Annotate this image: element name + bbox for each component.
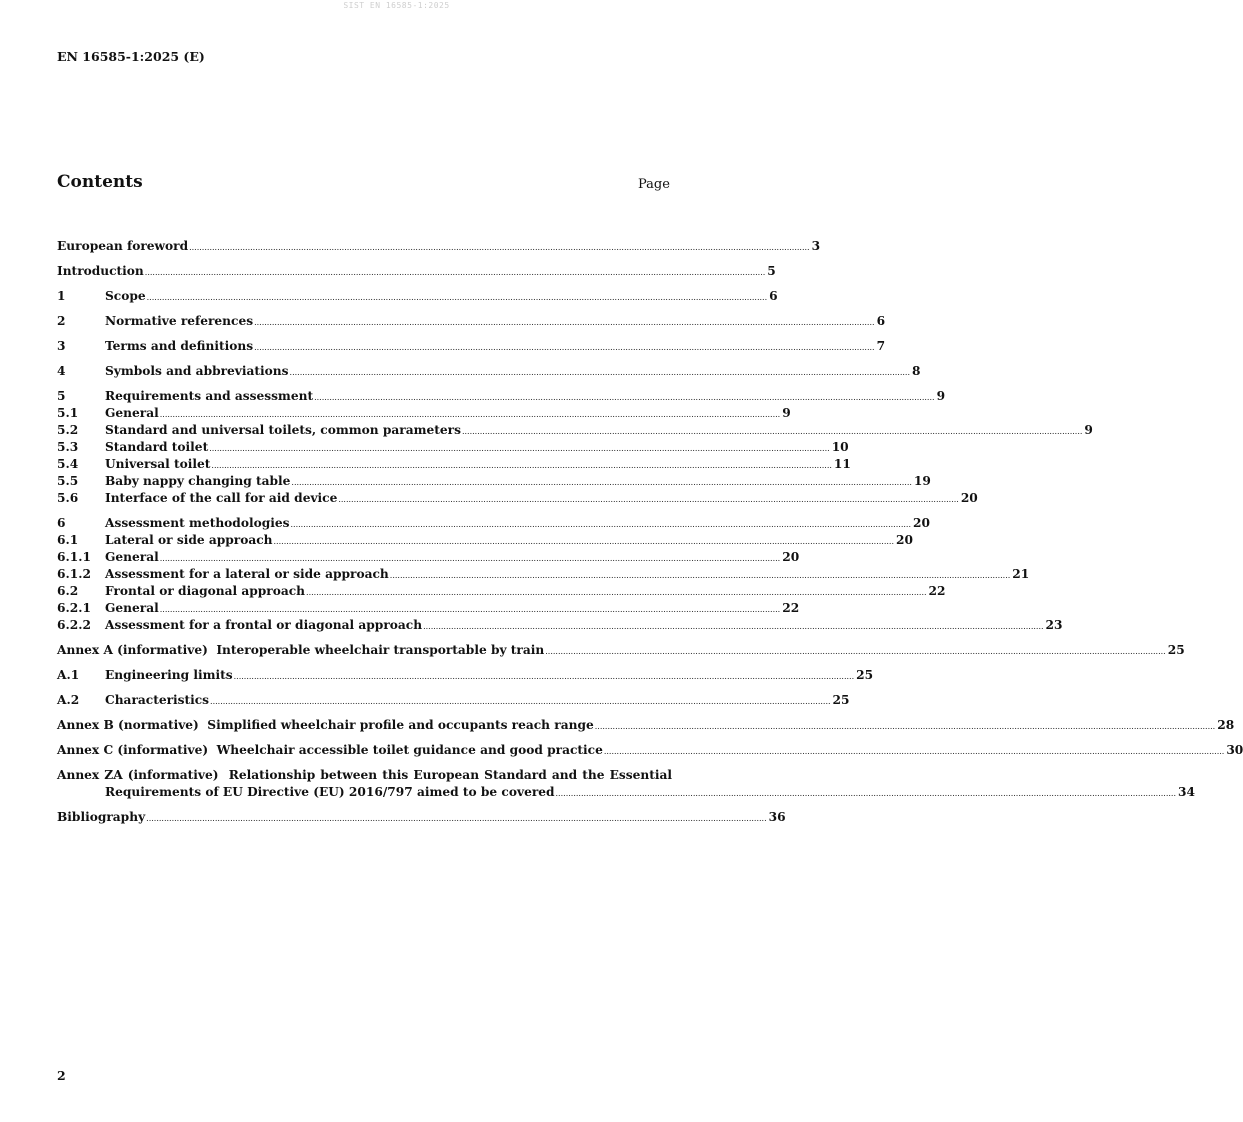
toc-entry-number: A.2 (57, 693, 80, 707)
toc-leader: .................................................................................................................................................................................................................................................... (291, 478, 912, 487)
page-column-label: Page (638, 177, 670, 192)
toc-entry-page: 21 (1012, 567, 1030, 581)
toc-entry[interactable] (57, 742, 1243, 759)
toc-entry-title: Lateral or side approach (105, 533, 273, 547)
toc-leader: .................................................................................................................................................................................................................................................... (273, 537, 894, 546)
toc-entry-title: Normative references (105, 314, 254, 328)
toc-entry-page: 20 (912, 516, 930, 530)
toc-entry-page: 30 (1226, 743, 1243, 757)
toc-entry-title: Assessment for a lateral or side approach (105, 567, 389, 581)
table-of-contents (57, 238, 1243, 826)
toc-entry-page: 3 (811, 239, 821, 253)
toc-entry-title: Scope (105, 289, 146, 303)
toc-entry[interactable] (57, 809, 786, 826)
toc-entry-number: 5.4 (57, 457, 79, 471)
toc-entry[interactable] (57, 532, 913, 549)
toc-leader: .................................................................................................................................................................................................................................................... (314, 393, 935, 402)
toc-leader: .................................................................................................................................................................................................................................................... (603, 747, 1225, 756)
toc-entry-page: 23 (1045, 618, 1063, 632)
toc-entry[interactable] (57, 515, 930, 532)
toc-entry-number: 6.1.1 (57, 550, 91, 564)
toc-entry-title: European foreword (57, 239, 189, 253)
toc-entry-number: 2 (57, 314, 66, 328)
toc-leader: .................................................................................................................................................................................................................................................... (461, 427, 1083, 436)
toc-entry-page: 9 (782, 406, 791, 420)
toc-entry-title: Annex C (informative) Wheelchair accessible toilet guidance and good practice (57, 743, 603, 757)
toc-entry-number: 6.1.2 (57, 567, 91, 581)
toc-entry[interactable] (57, 717, 1235, 734)
toc-entry-number: 5.5 (57, 474, 79, 488)
toc-entry-title: Interface of the call for aid device (105, 491, 338, 505)
toc-entry-number: 6 (57, 516, 66, 530)
toc-entry-page: 34 (1178, 785, 1195, 799)
toc-leader: .................................................................................................................................................................................................................................................... (233, 672, 855, 681)
toc-entry-page: 7 (876, 339, 886, 353)
toc-leader: .................................................................................................................................................................................................................................................... (189, 243, 810, 252)
toc-entry[interactable] (57, 456, 851, 473)
toc-entry-number: 6.1 (57, 533, 79, 547)
watermark: SIST EN 16585-1:2025 (343, 1, 450, 10)
toc-entry-page: 28 (1217, 718, 1235, 732)
toc-entry[interactable] (57, 566, 1030, 583)
toc-entry[interactable] (57, 439, 849, 456)
toc-entry[interactable] (57, 767, 1195, 801)
toc-leader: .................................................................................................................................................................................................................................................... (555, 789, 1176, 798)
toc-entry-title: Baby nappy changing table (105, 474, 291, 488)
toc-entry[interactable] (57, 549, 800, 566)
toc-entry-title: Bibliography (57, 810, 146, 824)
toc-leader: .................................................................................................................................................................................................................................................... (144, 268, 766, 277)
toc-entry-page: 11 (833, 457, 851, 471)
toc-leader: .................................................................................................................................................................................................................................................... (290, 520, 911, 529)
toc-entry-page: 22 (928, 584, 946, 598)
toc-entry-page: 20 (896, 533, 913, 547)
toc-entry-title: General (105, 601, 159, 615)
toc-entry[interactable] (57, 363, 921, 380)
toc-entry-number: 4 (57, 364, 66, 378)
toc-entry-page: 10 (831, 440, 849, 454)
toc-leader: .................................................................................................................................................................................................................................................... (159, 410, 781, 419)
toc-entry[interactable] (57, 490, 978, 507)
toc-entry-page: 25 (856, 668, 874, 682)
toc-leader: .................................................................................................................................................................................................................................................... (254, 343, 875, 352)
toc-entry[interactable] (57, 338, 886, 355)
toc-entry[interactable] (57, 263, 776, 280)
toc-entry-title-continuation: Requirements of EU Directive (EU) 2016/797 aimed to be covered (105, 785, 555, 799)
toc-entry-number: 1 (57, 289, 66, 303)
toc-entry[interactable] (57, 642, 1185, 659)
toc-entry[interactable] (57, 617, 1063, 634)
toc-entry-page: 20 (782, 550, 800, 564)
toc-entry-page: 6 (876, 314, 886, 328)
toc-leader: .................................................................................................................................................................................................................................................... (306, 588, 927, 597)
toc-leader: .................................................................................................................................................................................................................................................... (210, 697, 831, 706)
toc-entry-title: Frontal or diagonal approach (105, 584, 306, 598)
toc-entry-page: 8 (912, 364, 921, 378)
toc-leader: .................................................................................................................................................................................................................................................... (289, 368, 911, 377)
toc-entry-title: General (105, 550, 159, 564)
document-id-header: EN 16585-1:2025 (E) (57, 49, 205, 64)
toc-entry-title: Standard and universal toilets, common parameters (105, 423, 461, 437)
toc-leader: .................................................................................................................................................................................................................................................... (209, 444, 830, 453)
toc-leader: .................................................................................................................................................................................................................................................... (146, 293, 768, 302)
toc-entry-page: 25 (1167, 643, 1185, 657)
toc-entry-number: 3 (57, 339, 66, 353)
toc-entry-page: 25 (832, 693, 850, 707)
toc-entry-number: 5.1 (57, 406, 79, 420)
toc-entry-title: Annex A (informative) Interoperable wheelchair transportable by train (57, 643, 545, 657)
toc-entry-number: 5.6 (57, 491, 79, 505)
page-number: 2 (57, 1068, 66, 1083)
toc-leader: .................................................................................................................................................................................................................................................... (159, 554, 781, 563)
toc-leader: .................................................................................................................................................................................................................................................... (594, 722, 1216, 731)
toc-entry-number: 5 (57, 389, 66, 403)
toc-entry-title: Assessment methodologies (105, 516, 290, 530)
toc-entry-title: Requirements and assessment (105, 389, 314, 403)
toc-entry-number: 5.2 (57, 423, 79, 437)
toc-entry[interactable] (57, 692, 850, 709)
toc-leader: .................................................................................................................................................................................................................................................... (254, 318, 875, 327)
toc-leader: .................................................................................................................................................................................................................................................... (545, 647, 1166, 656)
toc-entry[interactable] (57, 288, 778, 305)
toc-entry-title: Engineering limits (105, 668, 233, 682)
toc-entry[interactable] (57, 473, 931, 490)
toc-entry-page: 5 (767, 264, 776, 278)
toc-leader: .................................................................................................................................................................................................................................................... (211, 461, 832, 470)
toc-leader: .................................................................................................................................................................................................................................................... (389, 571, 1011, 580)
toc-entry-title: General (105, 406, 159, 420)
toc-entry-page: 19 (913, 474, 931, 488)
toc-entry-title: Symbols and abbreviations (105, 364, 289, 378)
toc-entry-page: 9 (1084, 423, 1093, 437)
toc-entry-number: 6.2 (57, 584, 79, 598)
toc-entry[interactable] (57, 313, 886, 330)
toc-entry-number: 6.2.2 (57, 618, 91, 632)
toc-entry[interactable] (57, 405, 791, 422)
toc-entry-title: Annex B (normative) Simplified wheelchair profile and occupants reach range (57, 718, 594, 732)
toc-leader: .................................................................................................................................................................................................................................................... (146, 814, 767, 823)
toc-entry[interactable] (57, 583, 946, 600)
toc-entry-page: 20 (960, 491, 978, 505)
toc-entry-number: 5.3 (57, 440, 79, 454)
toc-leader: .................................................................................................................................................................................................................................................... (423, 622, 1044, 631)
toc-entry-title: Terms and definitions (105, 339, 254, 353)
toc-entry[interactable] (57, 667, 874, 684)
toc-entry-number: 6.2.1 (57, 601, 91, 615)
toc-entry[interactable] (57, 422, 1093, 439)
toc-entry-page: 9 (936, 389, 946, 403)
toc-entry-title: Assessment for a frontal or diagonal approach (105, 618, 423, 632)
toc-entry[interactable] (57, 600, 800, 617)
toc-entry-title: Introduction (57, 264, 144, 278)
toc-entry-title: Standard toilet (105, 440, 209, 454)
toc-leader: .................................................................................................................................................................................................................................................... (338, 495, 959, 504)
toc-entry-title: Annex ZA (informative) Relationship between this European Standard and the Essential (57, 768, 672, 782)
toc-entry-page: 6 (769, 289, 778, 303)
toc-entry[interactable] (57, 238, 821, 255)
toc-entry-page: 36 (768, 810, 786, 824)
contents-title: Contents (57, 172, 143, 192)
toc-entry[interactable] (57, 388, 946, 405)
toc-leader: .................................................................................................................................................................................................................................................... (159, 605, 781, 614)
toc-entry-title: Characteristics (105, 693, 210, 707)
toc-entry-number: A.1 (57, 668, 80, 682)
toc-entry-page: 22 (782, 601, 800, 615)
toc-entry-title: Universal toilet (105, 457, 211, 471)
